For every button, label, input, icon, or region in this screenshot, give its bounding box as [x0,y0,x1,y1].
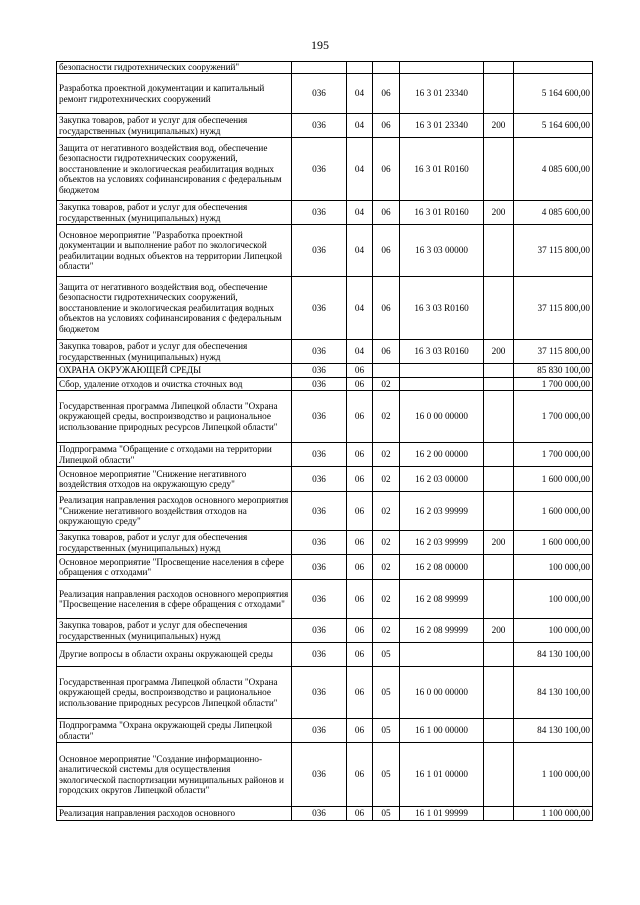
ministry-code: 036 [292,277,347,340]
section-code: 06 [347,467,373,492]
ministry-code: 036 [292,378,347,391]
subsection-code: 02 [373,555,400,580]
section-code: 06 [347,743,373,807]
row-name: Реализация направления расходов основного мероприятия "Снижение негативного воздействия отходов на окружающую среду" [57,492,292,531]
amount: 4 085 600,00 [514,138,593,201]
table-row [57,443,593,467]
target-code: 16 2 08 99999 [400,619,484,643]
table-row [57,531,593,555]
table-row [57,667,593,719]
table-row [57,138,593,201]
expense-code [484,467,514,492]
table-row [57,643,593,667]
target-code: 16 3 01 23340 [400,114,484,138]
subsection-code: 05 [373,719,400,743]
target-code: 16 2 03 99999 [400,531,484,555]
expense-code [484,378,514,391]
subsection-code: 02 [373,492,400,531]
amount: 4 085 600,00 [514,201,593,225]
section-code: 06 [347,555,373,580]
amount: 100 000,00 [514,619,593,643]
ministry-code: 036 [292,531,347,555]
ministry-code: 036 [292,743,347,807]
section-code: 06 [347,807,373,821]
amount: 100 000,00 [514,555,593,580]
table-row [57,492,593,531]
ministry-code: 036 [292,114,347,138]
subsection-code: 02 [373,378,400,391]
expense-code [484,643,514,667]
page-number: 195 [311,38,329,52]
table-row [57,467,593,492]
amount: 37 115 800,00 [514,340,593,364]
row-name: Разработка проектной документации и капитальный ремонт гидротехнических сооружений [57,74,292,114]
amount: 1 700 000,00 [514,378,593,391]
row-name: Закупка товаров, работ и услуг для обеспечения государственных (муниципальных) нужд [57,619,292,643]
ministry-code: 036 [292,340,347,364]
expense-code [484,743,514,807]
subsection-code: 02 [373,391,400,443]
subsection-code: 06 [373,277,400,340]
table-row [57,719,593,743]
ministry-code: 036 [292,580,347,619]
row-name: Сбор, удаление отходов и очистка сточных вод [57,378,292,391]
row-name: Реализация направления расходов основного [57,807,292,821]
target-code [400,364,484,378]
section-code: 04 [347,277,373,340]
target-code: 16 0 00 00000 [400,667,484,719]
subsection-code: 06 [373,74,400,114]
subsection-code: 02 [373,443,400,467]
subsection-code: 05 [373,643,400,667]
ministry-code: 036 [292,492,347,531]
subsection-code: 06 [373,201,400,225]
section-code: 04 [347,138,373,201]
target-code [400,643,484,667]
table-row [57,378,593,391]
row-name: Защита от негативного воздействия вод, обеспечение безопасности гидротехнических сооружений, восстановление и экологическая реабилитация водных объектов на условиях софинансирования с федеральным бюджетом [57,277,292,340]
row-name: Основное мероприятие "Создание информационно-аналитической системы для осуществления экологической паспортизации муниципальных районов и городских округов Липецкой области" [57,743,292,807]
table-row [57,807,593,821]
expense-code [484,555,514,580]
expense-code [484,492,514,531]
row-name: Государственная программа Липецкой области "Охрана окружающей среды, воспроизводство и рациональное использование природных ресурсов Липецкой области" [57,667,292,719]
target-code: 16 1 01 99999 [400,807,484,821]
subsection-code: 05 [373,743,400,807]
table-row [57,391,593,443]
amount: 1 700 000,00 [514,443,593,467]
row-name: Защита от негативного воздействия вод, обеспечение безопасности гидротехнических сооружений, восстановление и экологическая реабилитация водных объектов на условиях софинансирования с федеральным бюджетом [57,138,292,201]
target-code: 16 3 03 R0160 [400,340,484,364]
expense-code [484,667,514,719]
expense-code [484,580,514,619]
ministry-code: 036 [292,391,347,443]
amount: 1 600 000,00 [514,467,593,492]
ministry-code: 036 [292,555,347,580]
section-code: 06 [347,364,373,378]
amount: 1 100 000,00 [514,743,593,807]
subsection-code [373,364,400,378]
amount: 85 830 100,00 [514,364,593,378]
table-row [57,62,593,74]
table-row [57,580,593,619]
target-code [400,378,484,391]
expense-code [484,443,514,467]
target-code: 16 2 08 00000 [400,555,484,580]
subsection-code: 06 [373,225,400,277]
ministry-code: 036 [292,667,347,719]
subsection-code: 02 [373,531,400,555]
amount: 1 700 000,00 [514,391,593,443]
row-name: Реализация направления расходов основного мероприятия "Просвещение населения в сфере обращения с отходами" [57,580,292,619]
subsection-code: 06 [373,340,400,364]
target-code: 16 2 03 00000 [400,467,484,492]
table-row [57,364,593,378]
expense-code [484,62,514,74]
target-code: 16 3 01 23340 [400,74,484,114]
target-code: 16 0 00 00000 [400,391,484,443]
target-code: 16 2 03 99999 [400,492,484,531]
table-row [57,743,593,807]
target-code: 16 3 01 R0160 [400,138,484,201]
row-name: Подпрограмма "Обращение с отходами на территории Липецкой области" [57,443,292,467]
expense-code [484,138,514,201]
table-row [57,619,593,643]
amount [514,62,593,74]
table-row [57,555,593,580]
table-row [57,74,593,114]
expense-code [484,719,514,743]
row-name: Подпрограмма "Охрана окружающей среды Липецкой области" [57,719,292,743]
target-code: 16 1 00 00000 [400,719,484,743]
subsection-code: 06 [373,138,400,201]
target-code: 16 1 01 00000 [400,743,484,807]
section-code: 04 [347,74,373,114]
expense-code [484,225,514,277]
table-row [57,201,593,225]
ministry-code: 036 [292,643,347,667]
ministry-code: 036 [292,619,347,643]
row-name: Основное мероприятие "Снижение негативного воздействия отходов на окружающую среду" [57,467,292,492]
row-name: Основное мероприятие "Разработка проектной документации и выполнение работ по экологической реабилитации водных объектов на территории Липецкой области" [57,225,292,277]
section-code: 06 [347,619,373,643]
row-name: безопасности гидротехнических сооружений" [57,62,292,74]
row-name: Закупка товаров, работ и услуг для обеспечения государственных (муниципальных) нужд [57,340,292,364]
expense-code: 200 [484,114,514,138]
row-name: Государственная программа Липецкой области "Охрана окружающей среды, воспроизводство и рациональное использование природных ресурсов Липецкой области" [57,391,292,443]
amount: 84 130 100,00 [514,667,593,719]
amount: 84 130 100,00 [514,643,593,667]
section-code: 06 [347,719,373,743]
amount: 5 164 600,00 [514,74,593,114]
row-name: Закупка товаров, работ и услуг для обеспечения государственных (муниципальных) нужд [57,531,292,555]
row-name: Закупка товаров, работ и услуг для обеспечения государственных (муниципальных) нужд [57,201,292,225]
section-code: 06 [347,391,373,443]
table-row [57,277,593,340]
amount: 1 600 000,00 [514,492,593,531]
row-name: ОХРАНА ОКРУЖАЮЩЕЙ СРЕДЫ [57,364,292,378]
subsection-code: 06 [373,114,400,138]
ministry-code [292,62,347,74]
expense-code: 200 [484,531,514,555]
expense-code [484,391,514,443]
target-code: 16 3 03 R0160 [400,277,484,340]
ministry-code: 036 [292,201,347,225]
ministry-code: 036 [292,807,347,821]
target-code: 16 2 00 00000 [400,443,484,467]
ministry-code: 036 [292,443,347,467]
row-name: Другие вопросы в области охраны окружающей среды [57,643,292,667]
subsection-code: 02 [373,580,400,619]
subsection-code [373,62,400,74]
amount: 100 000,00 [514,580,593,619]
target-code: 16 2 08 99999 [400,580,484,619]
section-code: 04 [347,114,373,138]
row-name: Закупка товаров, работ и услуг для обеспечения государственных (муниципальных) нужд [57,114,292,138]
expense-code: 200 [484,201,514,225]
subsection-code: 05 [373,807,400,821]
section-code: 06 [347,492,373,531]
section-code: 04 [347,340,373,364]
ministry-code: 036 [292,138,347,201]
target-code: 16 3 03 00000 [400,225,484,277]
expense-code: 200 [484,619,514,643]
subsection-code: 05 [373,667,400,719]
section-code: 06 [347,531,373,555]
ministry-code: 036 [292,719,347,743]
table-row [57,114,593,138]
section-code: 06 [347,580,373,619]
expense-code [484,277,514,340]
target-code: 16 3 01 R0160 [400,201,484,225]
subsection-code: 02 [373,619,400,643]
amount: 84 130 100,00 [514,719,593,743]
amount: 1 100 000,00 [514,807,593,821]
ministry-code: 036 [292,467,347,492]
ministry-code: 036 [292,74,347,114]
amount: 5 164 600,00 [514,114,593,138]
expense-code: 200 [484,340,514,364]
section-code: 06 [347,443,373,467]
subsection-code: 02 [373,467,400,492]
ministry-code: 036 [292,225,347,277]
section-code: 06 [347,667,373,719]
ministry-code: 036 [292,364,347,378]
table-row [57,340,593,364]
amount: 1 600 000,00 [514,531,593,555]
section-code: 04 [347,201,373,225]
section-code: 06 [347,378,373,391]
row-name: Основное мероприятие "Просвещение населения в сфере обращения с отходами" [57,555,292,580]
budget-table [56,61,593,821]
target-code [400,62,484,74]
expense-code [484,807,514,821]
table-row [57,225,593,277]
expense-code [484,74,514,114]
section-code: 04 [347,225,373,277]
section-code: 06 [347,643,373,667]
expense-code [484,364,514,378]
section-code [347,62,373,74]
amount: 37 115 800,00 [514,225,593,277]
amount: 37 115 800,00 [514,277,593,340]
